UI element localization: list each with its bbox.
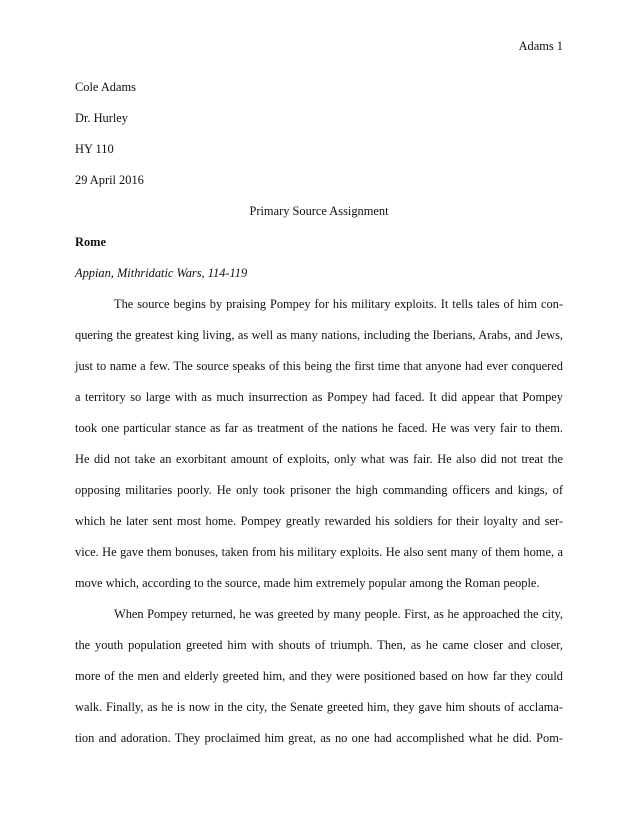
source-citation: Appian, Mithridatic Wars, 114-119 xyxy=(75,266,248,280)
paragraph-line: took one particular stance as far as treatment of the nations he faced. He was very fair to them. xyxy=(75,421,563,435)
date: 29 April 2016 xyxy=(75,173,144,187)
paragraph-line: which he later sent most home. Pompey greatly rewarded his soldiers for their loyalty and ser- xyxy=(75,514,563,528)
paragraph-line: more of the men and elderly greeted him, and they were positioned based on how far they could xyxy=(75,669,563,683)
instructor-name: Dr. Hurley xyxy=(75,111,128,125)
paragraph-line: walk. Finally, as he is now in the city, the Senate greeted him, they gave him shouts of acclama- xyxy=(75,700,563,714)
document-title: Primary Source Assignment xyxy=(249,204,389,218)
paragraph-line: opposing militaries poorly. He only took prisoner the high commanding officers and kings, of xyxy=(75,483,563,497)
section-heading: Rome xyxy=(75,235,106,249)
paragraph-line: a territory so large with as much insurrection as Pompey had faced. It did appear that Pompey xyxy=(75,390,563,404)
paragraph-line: He did not take an exorbitant amount of exploits, only what was fair. He also did not treat the xyxy=(75,452,563,466)
paragraph-line: just to name a few. The source speaks of this being the first time that anyone had ever conquered xyxy=(75,359,563,373)
paragraph-line: the youth population greeted him with shouts of triumph. Then, as he came closer and closer, xyxy=(75,638,563,652)
course-code: HY 110 xyxy=(75,142,114,156)
running-head: Adams 1 xyxy=(518,39,563,53)
paragraph-line: quering the greatest king living, as well as many nations, including the Iberians, Arabs, and Jews, xyxy=(75,328,563,342)
author-name: Cole Adams xyxy=(75,80,136,94)
paragraph-line: The source begins by praising Pompey for his military exploits. It tells tales of him con- xyxy=(114,297,563,311)
paragraph-line: tion and adoration. They proclaimed him great, as no one had accomplished what he did. Pom- xyxy=(75,731,563,745)
paragraph-line: move which, according to the source, made him extremely popular among the Roman people. xyxy=(75,576,540,590)
paragraph-line: vice. He gave them bonuses, taken from his military exploits. He also sent many of them home, a xyxy=(75,545,563,559)
paragraph-line: When Pompey returned, he was greeted by many people. First, as he approached the city, xyxy=(114,607,563,621)
